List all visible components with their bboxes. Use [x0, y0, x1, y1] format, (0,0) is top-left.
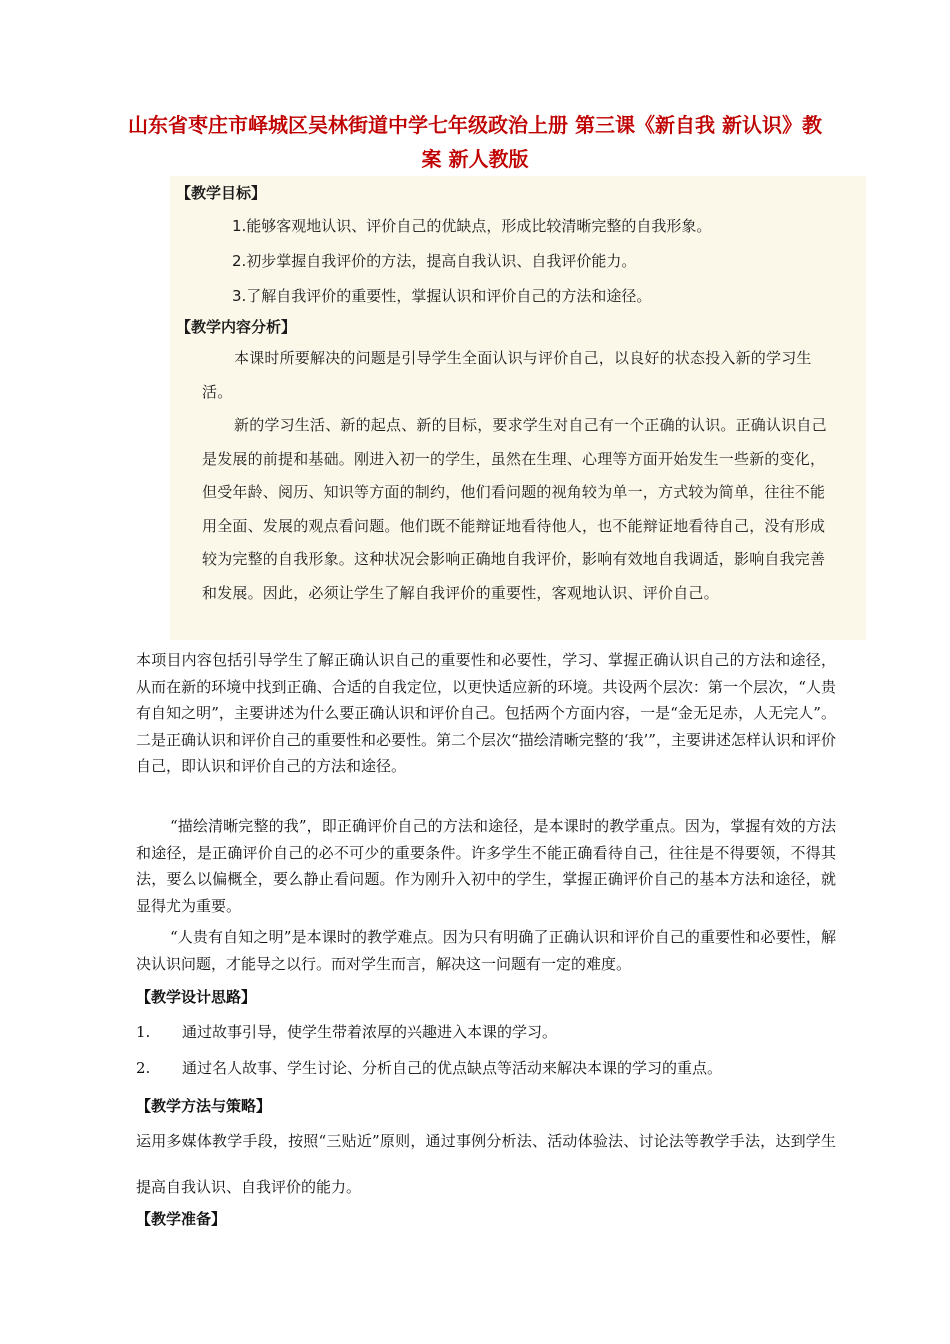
method-heading: 【教学方法与策略】 — [136, 1097, 272, 1115]
design-item-1-text: 通过故事引导，使学生带着浓厚的兴趣进入本课的学习。 — [182, 1023, 558, 1041]
body-paragraph-1: 本项目内容包括引导学生了解正确认识自己的重要性和必要性，学习、掌握正确认识自己的方法和途径，从而在新的环境中找到正确、合适的自我定位，以更快适应新的环境。共设两个层次：第一个层次，“人贵有自知之明”，主要讲述为什么要正确认识和评价自己。包括两个方面内容，一是“金无足赤，人无完人”。二是正确认识和评价自己的重要性和必要性。第二个层次“描绘清晰完整的‘我’”，主要讲述怎样认识和评价自己，即认识和评价自己的方法和途径。 — [136, 651, 836, 775]
page-title: 山东省枣庄市峄城区吴林街道中学七年级政治上册 第三课《新自我 新认识》教案 新人教版 — [128, 113, 822, 171]
design-item-1 — [136, 1020, 557, 1044]
preparation-heading: 【教学准备】 — [136, 1210, 227, 1228]
embedded-image-panel — [170, 176, 866, 640]
method-paragraph: 运用多媒体教学手段，按照“三贴近”原则，通过事例分析法、活动体验法、讨论法等教学手法，达到学生提高自我认识、自我评价的能力。 — [136, 1132, 836, 1196]
analysis-heading: 【教学内容分析】 — [176, 318, 297, 336]
goal-item-3: 3.了解自我评价的重要性，掌握认识和评价自己的方法和途径。 — [232, 287, 652, 305]
design-item-2-text: 通过名人故事、学生讨论、分析自己的优点缺点等活动来解决本课的学习的重点。 — [182, 1059, 723, 1077]
goal-item-1: 1.能够客观地认识、评价自己的优缺点，形成比较清晰完整的自我形象。 — [232, 217, 712, 235]
analysis-paragraph-2: 新的学习生活、新的起点、新的目标，要求学生对自己有一个正确的认识。正确认识自己是发展的前提和基础。刚进入初一的学生，虽然在生理、心理等方面开始发生一些新的变化，但受年龄、阅历、知识等方面的制约，他们看问题的视角较为单一，方式较为简单，往往不能用全面、发展的观点看问题。他们既不能辩证地看待他人，也不能辩证地看待自己，没有形成较为完整的自我形象。这种状况会影响正确地自我评价，影响有效地自我调适，影响自我完善和发展。因此，必须让学生了解自我评价的重要性，客观地认识、评价自己。 — [202, 416, 827, 602]
design-item-1-number: 1. — [136, 1023, 151, 1041]
goals-heading: 【教学目标】 — [176, 184, 267, 202]
design-item-2-number: 2. — [136, 1059, 151, 1077]
goal-item-2: 2.初步掌握自我评价的方法，提高自我认识、自我评价能力。 — [232, 252, 637, 270]
body-paragraph-2: “描绘清晰完整的我”，即正确评价自己的方法和途径，是本课时的教学重点。因为，掌握有效的方法和途径，是正确评价自己的必不可少的重要条件。许多学生不能正确看待自己，往往是不得要领，不得其法，要么以偏概全，要么静止看问题。作为刚升入初中的学生，掌握正确评价自己的基本方法和途径，就显得尤为重要。 — [136, 817, 836, 915]
analysis-paragraph-1: 本课时所要解决的问题是引导学生全面认识与评价自己，以良好的状态投入新的学习生活。 — [202, 349, 812, 401]
design-heading: 【教学设计思路】 — [136, 988, 257, 1006]
design-item-2 — [136, 1056, 722, 1080]
body-paragraph-3: “人贵有自知之明”是本课时的教学难点。因为只有明确了正确认识和评价自己的重要性和必要性，解决认识问题，才能导之以行。而对学生而言，解决这一问题有一定的难度。 — [136, 928, 836, 973]
